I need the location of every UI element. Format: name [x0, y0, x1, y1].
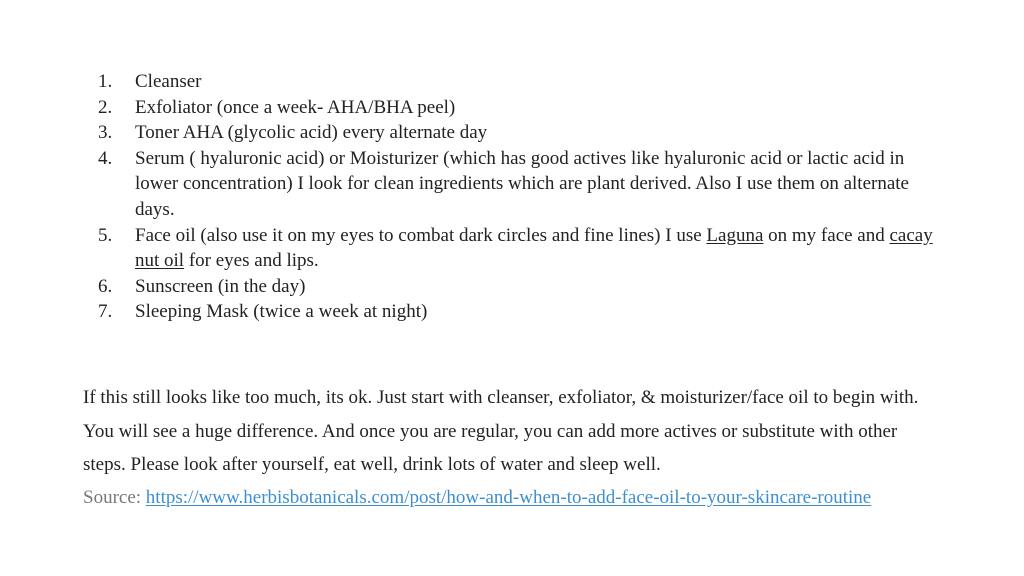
list-item — [98, 69, 938, 95]
list-item-text: Cleanser — [135, 71, 202, 92]
list-item-number: 6. — [98, 275, 113, 297]
source-line — [83, 481, 943, 514]
list-item-text-part: Face oil (also use it on my eyes to combat dark circles and fine lines) I use — [135, 224, 707, 246]
source-label: Source: — [83, 487, 146, 508]
list-item — [98, 274, 938, 300]
skincare-steps-list — [98, 69, 938, 325]
list-item-text-part: on my face and — [763, 224, 890, 246]
list-item-text — [135, 223, 938, 274]
source-url-link[interactable]: https://www.herbisbotanicals.com/post/how-and-when-to-add-face-oil-to-your-skincare-routine — [145, 487, 872, 508]
list-item-number: 7. — [98, 301, 113, 323]
list-item-text: Exfoliator (once a week- AHA/BHA peel) — [135, 96, 456, 118]
advice-paragraph: If this still looks like too much, its ok. Just start with cleanser, exfoliator, & moisturizer/face oil to begin with. You will see a huge difference. And once you are regular, you can add more actives or substitute with other steps. Please look after yourself, eat well, drink lots of water and sleep well. — [83, 387, 919, 475]
list-item-text: Toner AHA (glycolic acid) every alternate day — [135, 122, 488, 144]
list-item-text: Serum ( hyaluronic acid) or Moisturizer (which has good actives like hyaluronic acid or lactic acid in lower concentration) I look for clean ingredients which are plant derived. Also I use them on alternate days. — [135, 147, 909, 220]
list-item-number: 3. — [98, 122, 113, 144]
list-item-number: 5. — [98, 224, 113, 246]
list-item-number: 4. — [98, 147, 113, 169]
list-item — [98, 146, 938, 223]
cacay-nut-oil-link[interactable]: cacay nut oil — [135, 224, 933, 272]
list-item — [98, 95, 938, 121]
list-item-number: 2. — [98, 96, 113, 118]
list-item — [98, 120, 938, 146]
list-item-text: Sunscreen (in the day) — [135, 275, 306, 297]
list-item — [98, 299, 938, 325]
list-item-number: 1. — [98, 71, 113, 92]
list-item — [98, 223, 938, 274]
laguna-link[interactable]: Laguna — [706, 224, 764, 246]
list-item-text: Sleeping Mask (twice a week at night) — [135, 301, 428, 323]
list-item-text-part: for eyes and lips. — [184, 250, 319, 272]
